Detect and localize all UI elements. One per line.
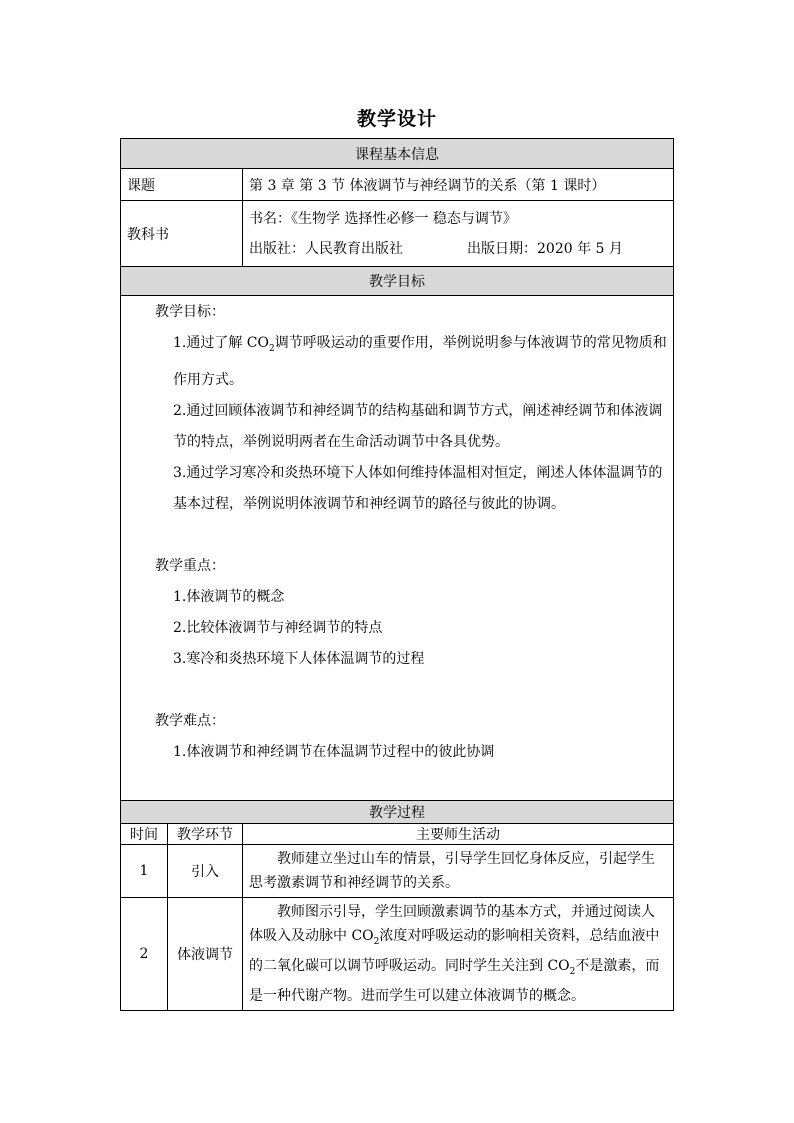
row-stage: 引入 xyxy=(168,845,243,898)
col-stage-header: 教学环节 xyxy=(168,824,243,845)
document-title: 教学设计 xyxy=(356,108,437,130)
col-time-header: 时间 xyxy=(121,824,168,845)
col-activity-header: 主要师生活动 xyxy=(243,824,674,845)
process-row xyxy=(121,845,674,898)
co2-subscript: 2 xyxy=(569,966,576,977)
process-column-headers xyxy=(121,824,674,845)
row-activity: 教师建立坐过山车的情景，引导学生回忆身体反应，引起学生思考激素调节和神经调节的关系。 xyxy=(243,845,674,898)
topic-label: 课题 xyxy=(121,169,243,201)
goals-title: 教学目标： xyxy=(155,304,225,320)
key-point-2: 2.比较体液调节与神经调节的特点 xyxy=(173,619,383,636)
objectives-header: 教学目标 xyxy=(121,267,674,296)
row-stage: 体液调节 xyxy=(168,898,243,1011)
course-info-header: 课程基本信息 xyxy=(121,139,674,169)
difficulty-title: 教学难点： xyxy=(155,712,225,729)
course-info-header-row xyxy=(121,139,674,169)
goal-2: 2.通过回顾体液调节和神经调节的结构基础和调节方式，阐述神经调节和体液调节的特点，举例说明两者在生命活动调节中各具优势。 xyxy=(173,402,663,450)
key-point-3: 3.寒冷和炎热环境下人体体温调节的过程 xyxy=(173,650,425,667)
goal-1-text-b: 调节呼吸运动的重要作用，举例说明参与体液调节的常见物质和作用方式。 xyxy=(173,335,667,388)
co2-subscript: 2 xyxy=(373,936,380,947)
process-header: 教学过程 xyxy=(121,801,674,824)
activity-text-c: 不是激素，而是一种代谢产物。进而学生可以建立体液调节的概念。 xyxy=(249,957,660,1004)
co2-subscript: 2 xyxy=(269,343,275,354)
goal-3: 3.通过学习寒冷和炎热环境下人体如何维持体温相对恒定，阐述人体体温调节的基本过程，举例说明体液调节和神经调节的路径与彼此的协调。 xyxy=(173,464,663,512)
textbook-label: 教科书 xyxy=(121,201,243,267)
key-point-1: 1.体液调节的概念 xyxy=(173,588,285,605)
topic-row xyxy=(121,169,674,201)
goal-1 xyxy=(121,328,673,396)
key-points-title: 教学重点： xyxy=(155,557,225,574)
row-activity xyxy=(243,898,674,1011)
objectives-body-row xyxy=(121,296,674,801)
objectives-body xyxy=(121,296,674,801)
lesson-plan-table xyxy=(120,138,673,1011)
publisher: 出版社：人民教育出版社 xyxy=(249,240,403,257)
textbook-value xyxy=(243,201,674,267)
row-time: 1 xyxy=(121,845,168,898)
topic-value: 第 3 章 第 3 节 体液调节与神经调节的关系（第 1 课时） xyxy=(243,169,674,201)
difficulty-1: 1.体液调节和神经调节在体温调节过程中的彼此协调 xyxy=(173,743,495,760)
activity-text-b: 浓度对呼吸运动的影响相关资料，总结血液中的二氧化碳可以调节呼吸运动。同时学生关注到 CO xyxy=(249,928,660,974)
book-name: 书名：《生物学 选择性必修一 稳态与调节》 xyxy=(249,210,517,227)
process-header-row xyxy=(121,801,674,824)
process-row xyxy=(121,898,674,1011)
row-time: 2 xyxy=(121,898,168,1011)
activity-text-a: 教师图示引导，学生回顾激素调节的基本方式，并通过阅读人体吸入及动脉中 CO xyxy=(249,904,655,944)
publish-date: 出版日期：2020 年 5 月 xyxy=(467,240,623,257)
goal-1-text-a: 1.通过了解 CO xyxy=(173,335,269,351)
textbook-row xyxy=(121,201,674,267)
publish-info xyxy=(249,234,673,264)
objectives-header-row xyxy=(121,267,674,296)
